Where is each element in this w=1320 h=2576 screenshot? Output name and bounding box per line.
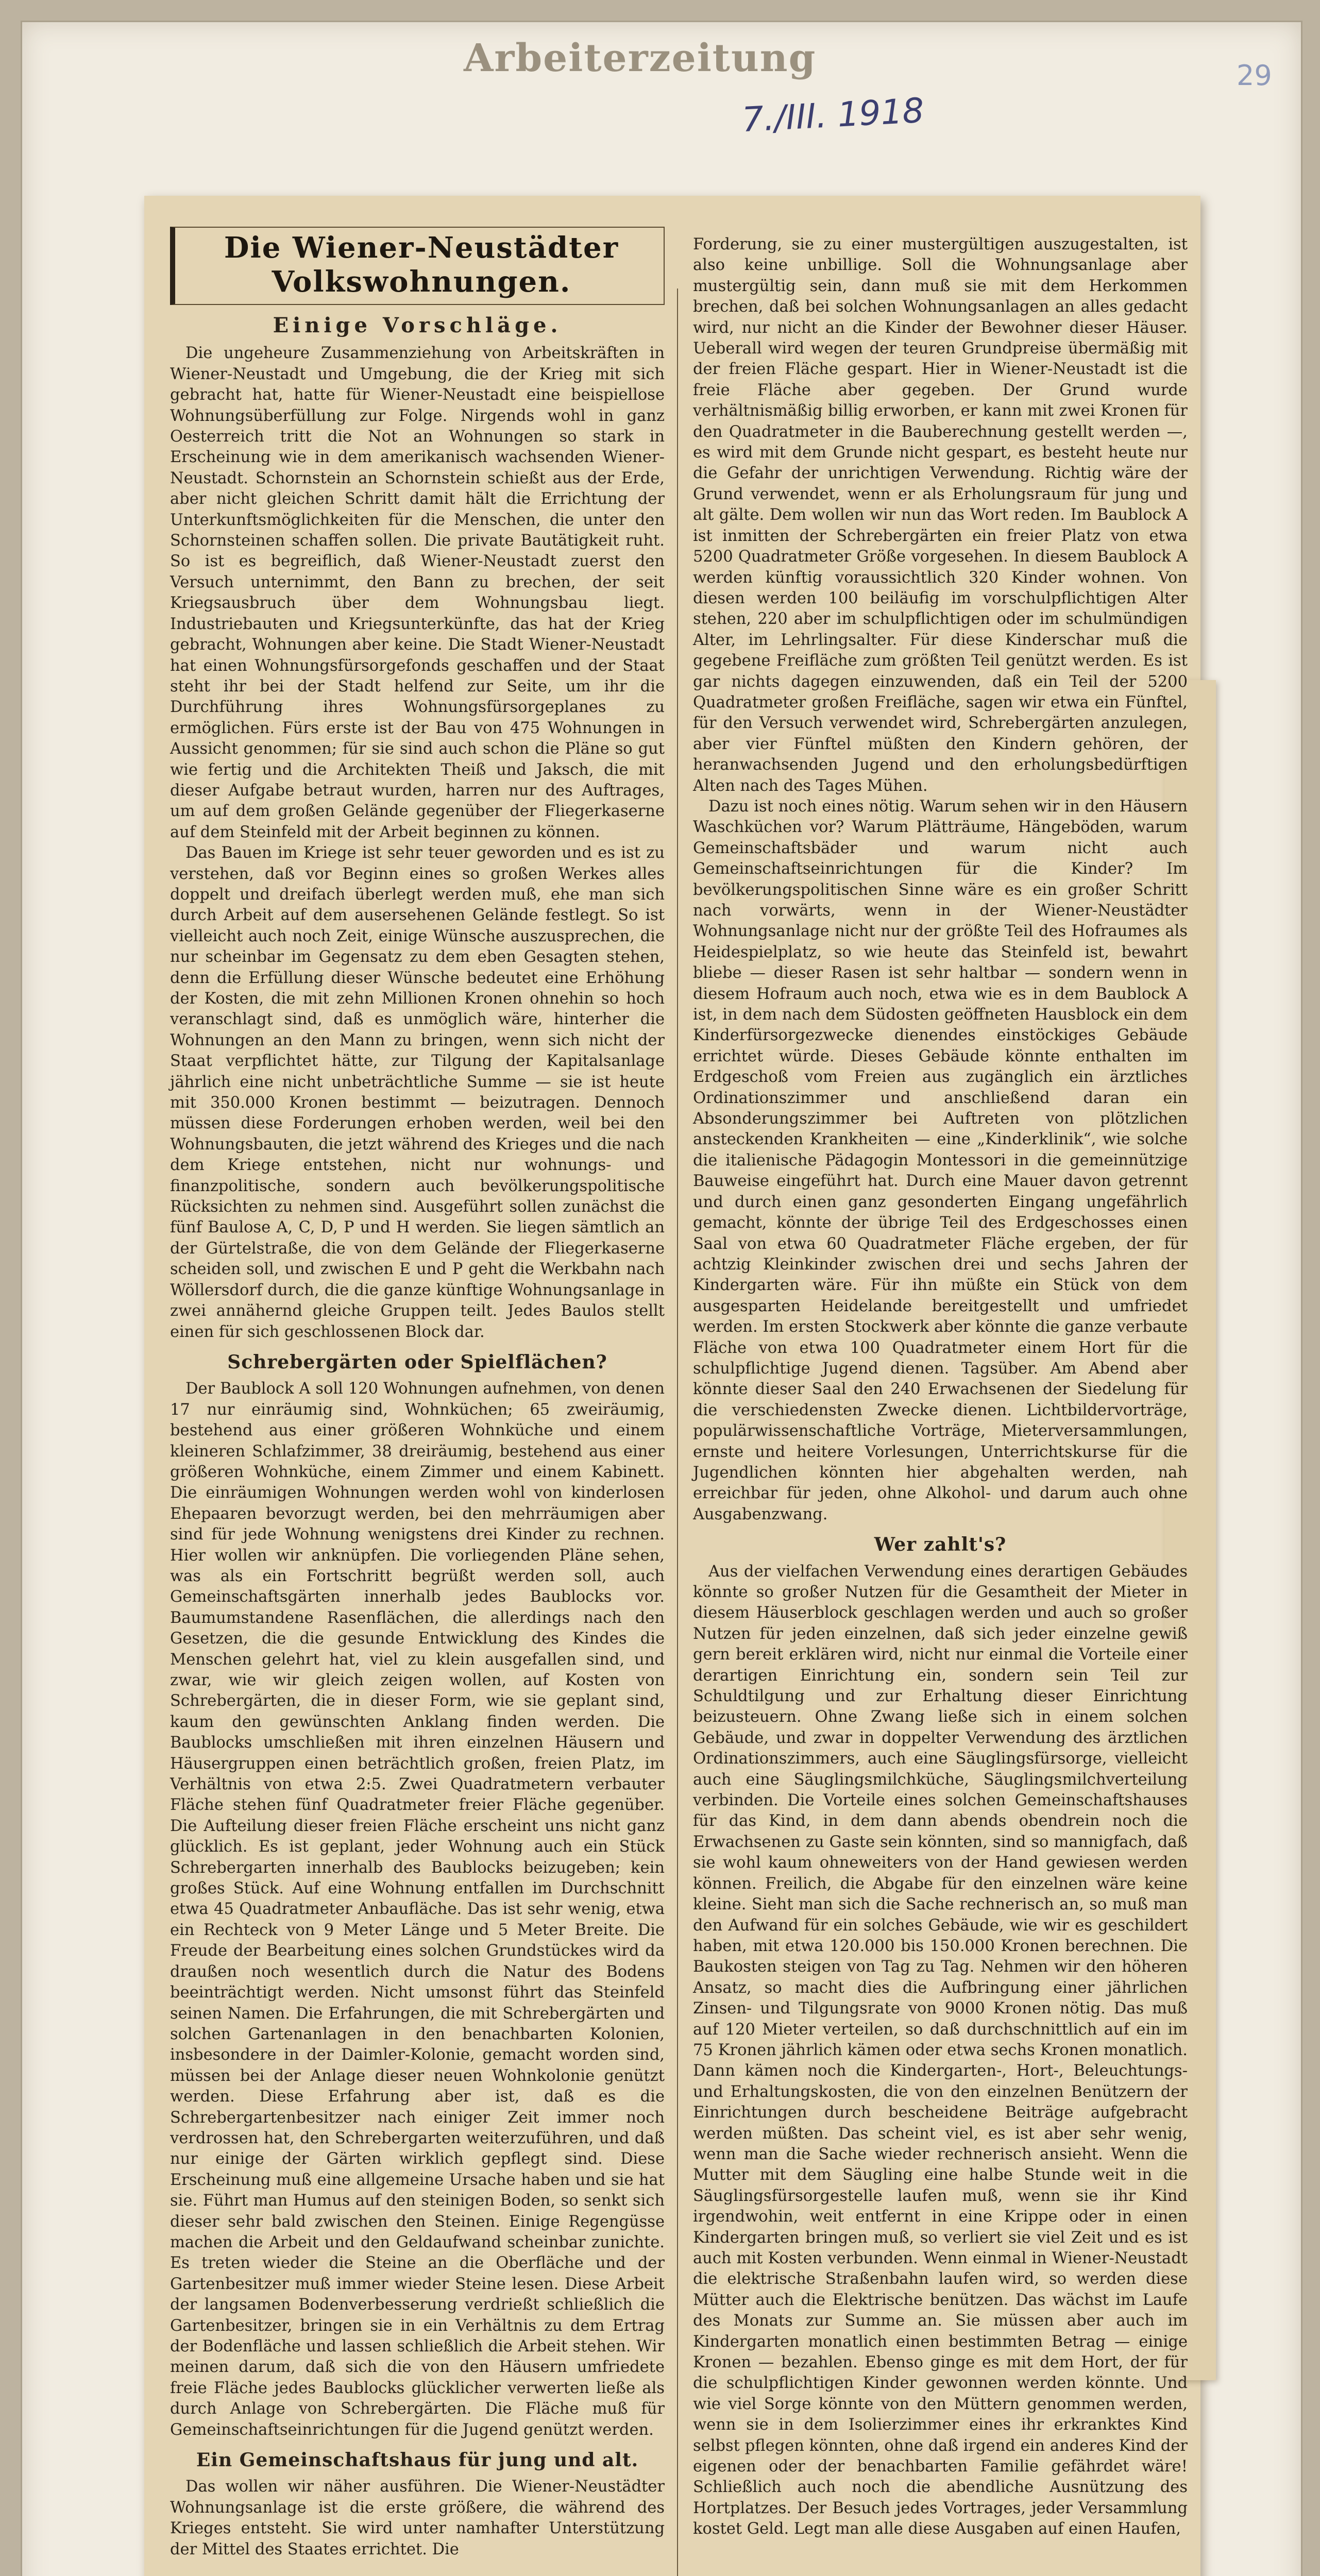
left-column: [170, 227, 665, 2560]
article-headline: Die Wiener-Neustädter Volkswohnungen.: [224, 231, 619, 299]
masthead: Arbeiterzeitung: [464, 36, 817, 80]
section-heading: Ein Gemeinschaftshaus für jung und alt.: [196, 2449, 639, 2471]
paragraph: Forderung, sie zu einer mustergültigen auszugestalten, ist also keine unbillige. Soll die Wohnungsanlage aber mustergültig sein, dann muß sie mit dem Herkommen brechen, daß bei solchen Wohnungsanlagen an alles gedacht wird, nur nicht an die Kinder der Bewohner dieser Häuser. Ueberall wird wegen der teuren Grundpreise übermäßig mit der freien Fläche gespart. Hier in Wiener-Neustadt ist die freie Fläche aber gegeben. Der Grund wurde verhältnismäßig billig erworben, er kann mit zwei Kronen für den Quadratmeter in die Bauberechnung gestellt werden —, es wird mit dem Grunde nicht gespart, es besteht heute nur die Gefahr der unrichtigen Verwendung. Richtig wäre der Grund verwendet, wenn er als Erholungsraum für jung und alt gälte. Dem wollen wir nun das Wort reden. Im Baublock A ist inmitten der Schrebergärten ein freier Platz von etwa 5200 Quadratmeter Größe vorgesehen. In diesem Baublock A werden künftig voraussichtlich 320 Kinder wohnen. Von diesen werden 100 beiläufig im vorschulpflichtigen Alter stehen, 220 aber im schulpflichtigen oder im schulmündigen Alter, im Lehrlingsalter. Für diese Kinderschar muß die gegebene Freifläche zum größten Teil genützt werden. Es ist gar nichts dagegen einzuwenden, daß ein Teil der 5200 Quadratmeter großen Freifläche, sagen wir etwa ein Fünftel, für den Versuch verwendet wird, Schrebergärten anzulegen, aber vier Fünftel müßten den Kindern gehören, der heranwachsenden Jugend und den erholungsbedürftigen Alten nach des Tages Mühen.: [693, 235, 1188, 795]
section-heading: Wer zahlt's?: [874, 1534, 1007, 1556]
paragraph: Das wollen wir näher ausführen. Die Wiener-Neustädter Wohnungsanlage ist die erste größere, die während des Krieges entsteht. Sie wird unter namhafter Unterstützung der Mittel des Staates errichtet. Die: [170, 2478, 665, 2558]
handwritten-date: 7./III. 1918: [741, 90, 925, 140]
right-column: [693, 234, 1188, 2540]
article-subhead: Einige Vorschläge.: [273, 313, 562, 337]
paragraph: Die ungeheure Zusammenziehung von Arbeitskräften in Wiener-Neustadt und Umgebung, die der Krieg mit sich gebracht hat, hatte für Wiener-Neustadt eine beispiellose Wohnungsüberfüllung zur Folge. Nirgends wohl in ganz Oesterreich tritt die Not an Wohnungen so stark in Erscheinung wie in dem amerikanisch wachsenden Wiener-Neustadt. Schornstein an Schornstein schießt aus der Erde, aber nicht gleichen Schritt damit hält die Errichtung der Unterkunftsmöglichkeiten für die Menschen, die unter den Schornsteinen schaffen sollen. Die private Bautätigkeit ruht. So ist es begreiflich, daß Wiener-Neustadt zuerst den Versuch unternimmt, den Bann zu brechen, der seit Kriegsausbruch über dem Wohnungsbau liegt. Industriebauten und Kriegsunterkünfte, das hat der Krieg gebracht, Wohnungen aber keine. Die Stadt Wiener-Neustadt hat einen Wohnungsfürsorgefonds geschaffen und der Staat steht ihr bei der Stadt helfend zur Seite, um ihr die Durchführung ihres Wohnungsfürsorgeplanes zu ermöglichen. Fürs erste ist der Bau von 475 Wohnungen in Aussicht genommen; für sie sind auch schon die Pläne so gut wie fertig und die Architekten Theiß und Jaksch, die mit dieser Aufgabe betraut wurden, harren nur des Auftrages, um auf dem großen Gelände gegenüber der Fliegerkaserne auf dem Steinfeld mit der Arbeit beginnen zu können.: [170, 344, 665, 841]
headline-box: [170, 227, 665, 305]
paragraph: Das Bauen im Kriege ist sehr teuer geworden und es ist zu verstehen, daß vor Beginn eines so großen Werkes alles doppelt und dreifach überlegt werden muß, ehe man sich durch Arbeit auf dem ausersehenen Gelände festlegt. So ist vielleicht auch noch Zeit, einige Wünsche auszusprechen, die nur scheinbar im Gegensatz zu dem eben Gesagten stehen, denn die Erfüllung dieser Wünsche bedeutet eine Erhöhung der Kosten, die mit zehn Millionen Kronen ohnehin so hoch veranschlagt sind, daß es unmöglich wäre, hinterher die Wohnungen an den Mann zu bringen, wenn sich nicht der Staat verpflichtet hätte, zur Tilgung der Kapitalsanlage jährlich eine nicht unbeträchtliche Summe — sie ist heute mit 350.000 Kronen bestimmt — beizutragen. Dennoch müssen diese Forderungen erhoben werden, weil bei den Wohnungsbauten, die jetzt während des Krieges und die nach dem Kriege entstehen, nicht nur wohnungs- und finanzpolitische, sondern auch bevölkerungspolitische Rücksichten zu nehmen sind. Ausgeführt sollen zunächst die fünf Baulose A, C, D, P und H werden. Sie liegen sämtlich an der Gürtelstraße, die von dem Gelände der Fliegerkaserne scheiden soll, und zwischen E und P geht die Werkbahn nach Wöllersdorf durch, die die ganze künftige Wohnungsanlage in zwei annähernd gleiche Gruppen teilt. Jedes Baulos stellt einen für sich geschlossenen Block dar.: [170, 844, 665, 1341]
column-divider: [677, 289, 678, 2576]
page-number: 29: [1237, 59, 1272, 92]
paragraph: Aus der vielfachen Verwendung eines derartigen Gebäudes könnte so großer Nutzen für die Gesamtheit der Mieter in diesem Häuserblock geschlagen werden und auch so großer Nutzen für jeden einzelnen, daß sich jeder einzelne gewiß gern bereit erklären wird, nicht nur einmal die Vorteile einer derartigen Einrichtung ein, sondern sein Teil zur Schuldtilgung und zur Erhaltung dieser Einrichtung beizusteuern. Ohne Zwang ließe sich in einem solchen Gebäude, und zwar in doppelter Verwendung des ärztlichen Ordinationszimmers, auch eine Säuglingsfürsorge, vielleicht auch eine Säuglingsmilchküche, Säuglingsmilchverteilung verbinden. Die Vorteile eines solchen Gemeinschaftshauses für das Kind, in dem dann abends obendrein noch die Erwachsenen zu Gaste sein könnten, sind so mannigfach, daß sie wohl kaum ohneweiters von der Hand gewiesen werden können. Freilich, die Abgabe für den einzelnen wäre keine kleine. Sieht man sich die Sache rechnerisch an, so muß man den Aufwand für ein solches Gebäude, wie wir es geschildert haben, mit etwa 120.000 bis 150.000 Kronen berechnen. Die Baukosten steigen von Tag zu Tag. Nehmen wir den höheren Ansatz, so macht dies die Aufbringung einer jährlichen Zinsen- und Tilgungsrate von 9000 Kronen nötig. Das muß auf 120 Mieter verteilen, so daß durchschnittlich auf ein im 75 Kronen jährlich kämen oder etwa sechs Kronen monatlich. Dann kämen noch die Kindergarten-, Hort-, Beleuchtungs- und Erhaltungskosten, die von den einzelnen Benützern der Einrichtungen durch bescheidene Beiträge aufgebracht werden müßten. Das scheint viel, es ist aber sehr wenig, wenn man die Sache wieder rechnerisch ansieht. Wenn die Mutter mit dem Säugling eine halbe Stunde weit in die Säuglingsfürsorgestelle laufen muß, wenn sie ihr Kind irgendwohin, weit entfernt in eine Krippe oder in einen Kindergarten bringen muß, so verliert sie viel Zeit und es ist auch mit Kosten verbunden. Wenn einmal in Wiener-Neustadt die elektrische Straßenbahn laufen wird, so werden diese Mütter auch die Elektrische benützen. Das wächst im Laufe des Monats zur Summe an. Sie müssen aber auch im Kindergarten monatlich einen bestimmten Betrag — einige Kronen — bezahlen. Ebenso ginge es mit dem Hort, der für die schulpflichtigen Kinder gewonnen werden könnte. Und wie viel Sorge könnte von den Müttern genommen werden, wenn sie in dem Isolierzimmer eines ihr erkranktes Kind selbst pflegen könnten, ohne daß irgend ein anderes Kind der eigenen oder der benachbarten Familie gefährdet wäre! Schließlich auch noch die abendliche Ausnützung des Hortplatzes. Der Besuch jedes Vortrages, jeder Versammlung kostet Geld. Legt man alle diese Ausgaben auf einen Haufen,: [693, 1562, 1188, 2538]
section-heading: Schrebergärten oder Spielflächen?: [227, 1351, 607, 1373]
paragraph: Der Baublock A soll 120 Wohnungen aufnehmen, von denen 17 nur einräumig sind, Wohnküchen; 65 zweiräumig, bestehend aus einer größeren Wohnküche und einem kleineren Schlafzimmer, 38 dreiräumig, bestehend aus einer größeren Wohnküche, einem Zimmer und einem Kabinett. Die einräumigen Wohnungen werden wohl von kinderlosen Ehepaaren bevorzugt werden, bei den mehrräumigen aber sind für jede Wohnung wenigstens drei Kinder zu rechnen. Hier wollen wir anknüpfen. Die vorliegenden Pläne sehen, was als ein Fortschritt begrüßt werden soll, auch Gemeinschaftsgärten innerhalb jedes Baublocks vor. Baumumstandene Rasenflächen, die allerdings nach den Gesetzen, die die gesunde Entwicklung des Kindes die Menschen gelehrt hat, viel zu klein ausgefallen sind, und zwar, wie wir gleich zeigen wollen, auf Kosten von Schrebergärten, die in dieser Form, wie sie geplant sind, kaum den gewünschten Anklang finden werden. Die Baublocks umschließen mit ihren einzelnen Häusern und Häusergruppen einen beträchtlich großen, freien Platz, im Verhältnis von etwa 2:5. Zwei Quadratmetern verbauter Fläche stehen fünf Quadratmeter freier Fläche gegenüber. Die Aufteilung dieser freien Fläche erscheint uns nicht ganz glücklich. Es ist geplant, jeder Wohnung auch ein Stück Schrebergarten innerhalb des Baublocks beizugeben; kein großes Stück. Auf eine Wohnung entfallen im Durchschnitt etwa 45 Quadratmeter Anbaufläche. Das ist sehr wenig, etwa ein Rechteck von 9 Meter Länge und 5 Meter Breite. Die Freude der Bearbeitung eines solchen Grundstückes wird da draußen noch wesentlich durch die Natur des Bodens beeinträchtigt werden. Nicht umsonst führt das Steinfeld seinen Namen. Die Erfahrungen, die mit Schrebergärten und solchen Gartenanlagen in den benachbarten Kolonien, insbesondere in der Daimler-Kolonie, gemacht worden sind, müssen bei der Anlage dieser neuen Wohnkolonie genützt werden. Diese Erfahrung aber ist, daß es die Schrebergartenbesitzer nach einiger Zeit immer noch verdrossen hat, den Schrebergarten weiterzuführen, und daß nur einige der Gärten wirklich gepflegt sind. Diese Erscheinung muß eine allgemeine Ursache haben und sie hat sie. Führt man Humus auf den steinigen Boden, so senkt sich dieser sehr bald zwischen den Steinen. Einige Regengüsse machen die Arbeit und den Geldaufwand scheinbar zunichte. Es treten wieder die Steine an die Oberfläche und der Gartenbesitzer muß immer wieder Steine lesen. Diese Arbeit der langsamen Bodenverbesserung verdrießt schließlich die Gartenbesitzer, bringen sie in ein Verhältnis zu dem Ertrag der Bodenfläche und lassen schließlich die Arbeit stehen. Wir meinen darum, daß sich die von den Häusern umfriedete freie Fläche jedes Baublocks glücklicher verwerten ließe als durch Anlage von Schrebergärten. Die Fläche muß für Gemeinschaftseinrichtungen für die Jugend genützt werden.: [170, 1380, 665, 2439]
paragraph: Dazu ist noch eines nötig. Warum sehen wir in den Häusern Waschküchen vor? Warum Plätträume, Hängeböden, warum Gemeinschaftsbäder und warum nicht auch Gemeinschaftseinrichtungen für die Kinder? Im bevölkerungspolitischen Sinne wäre es ein großer Schritt nach vorwärts, wenn in der Wiener-Neustädter Wohnungsanlage nicht nur der größte Teil des Hofraumes als Heidespielplatz, so wie heute das Steinfeld ist, bewahrt bliebe — dieser Rasen ist sehr haltbar — sondern wenn in diesem Hofraum auch noch, etwa wie es in dem Baublock A ist, in dem nach dem Südosten geöffneten Hausblock ein dem Kinderfürsorgezwecke dienendes einstöckiges Gebäude errichtet würde. Dieses Gebäude könnte enthalten im Erdgeschoß vom Freien aus zugänglich ein ärztliches Ordinationszimmer und anschließend daran ein Absonderungszimmer bei Auftreten von plötzlichen ansteckenden Krankheiten — eine „Kinderklinik“, wie solche die italienische Pädagogin Montessori in die gemeinnützige Bauweise eingeführt hat. Durch eine Mauer davon getrennt und durch einen ganz gesonderten Eingang ungefährlich gemacht, könnte der übrige Teil des Erdgeschosses einen Saal von etwa 60 Quadratmeter Fläche ergeben, der für achtzig Kleinkinder zwischen drei und sechs Jahren der Kindergarten wäre. Für ihn müßte ein Stück von dem ausgesparten Heidelande bereitgestellt und umfriedet werden. Im ersten Stockwerk aber könnte die ganze verbaute Fläche von etwa 100 Quadratmeter einem Hort für die schulpflichtige Jugend dienen. Tagsüber. Am Abend aber könnte dieser Saal den 240 Erwachsenen der Siedelung für die verschiedensten Zwecke dienen. Lichtbildervorträge, populärwissenschaftliche Vorträge, Mieterversammlungen, ernste und heitere Vorlesungen, Unterrichtskurse für die Jugendlichen könnten hier abgehalten werden, nah erreichbar für jeden, ohne Alkohol- und darum auch ohne Ausgabenzwang.: [693, 797, 1188, 1523]
